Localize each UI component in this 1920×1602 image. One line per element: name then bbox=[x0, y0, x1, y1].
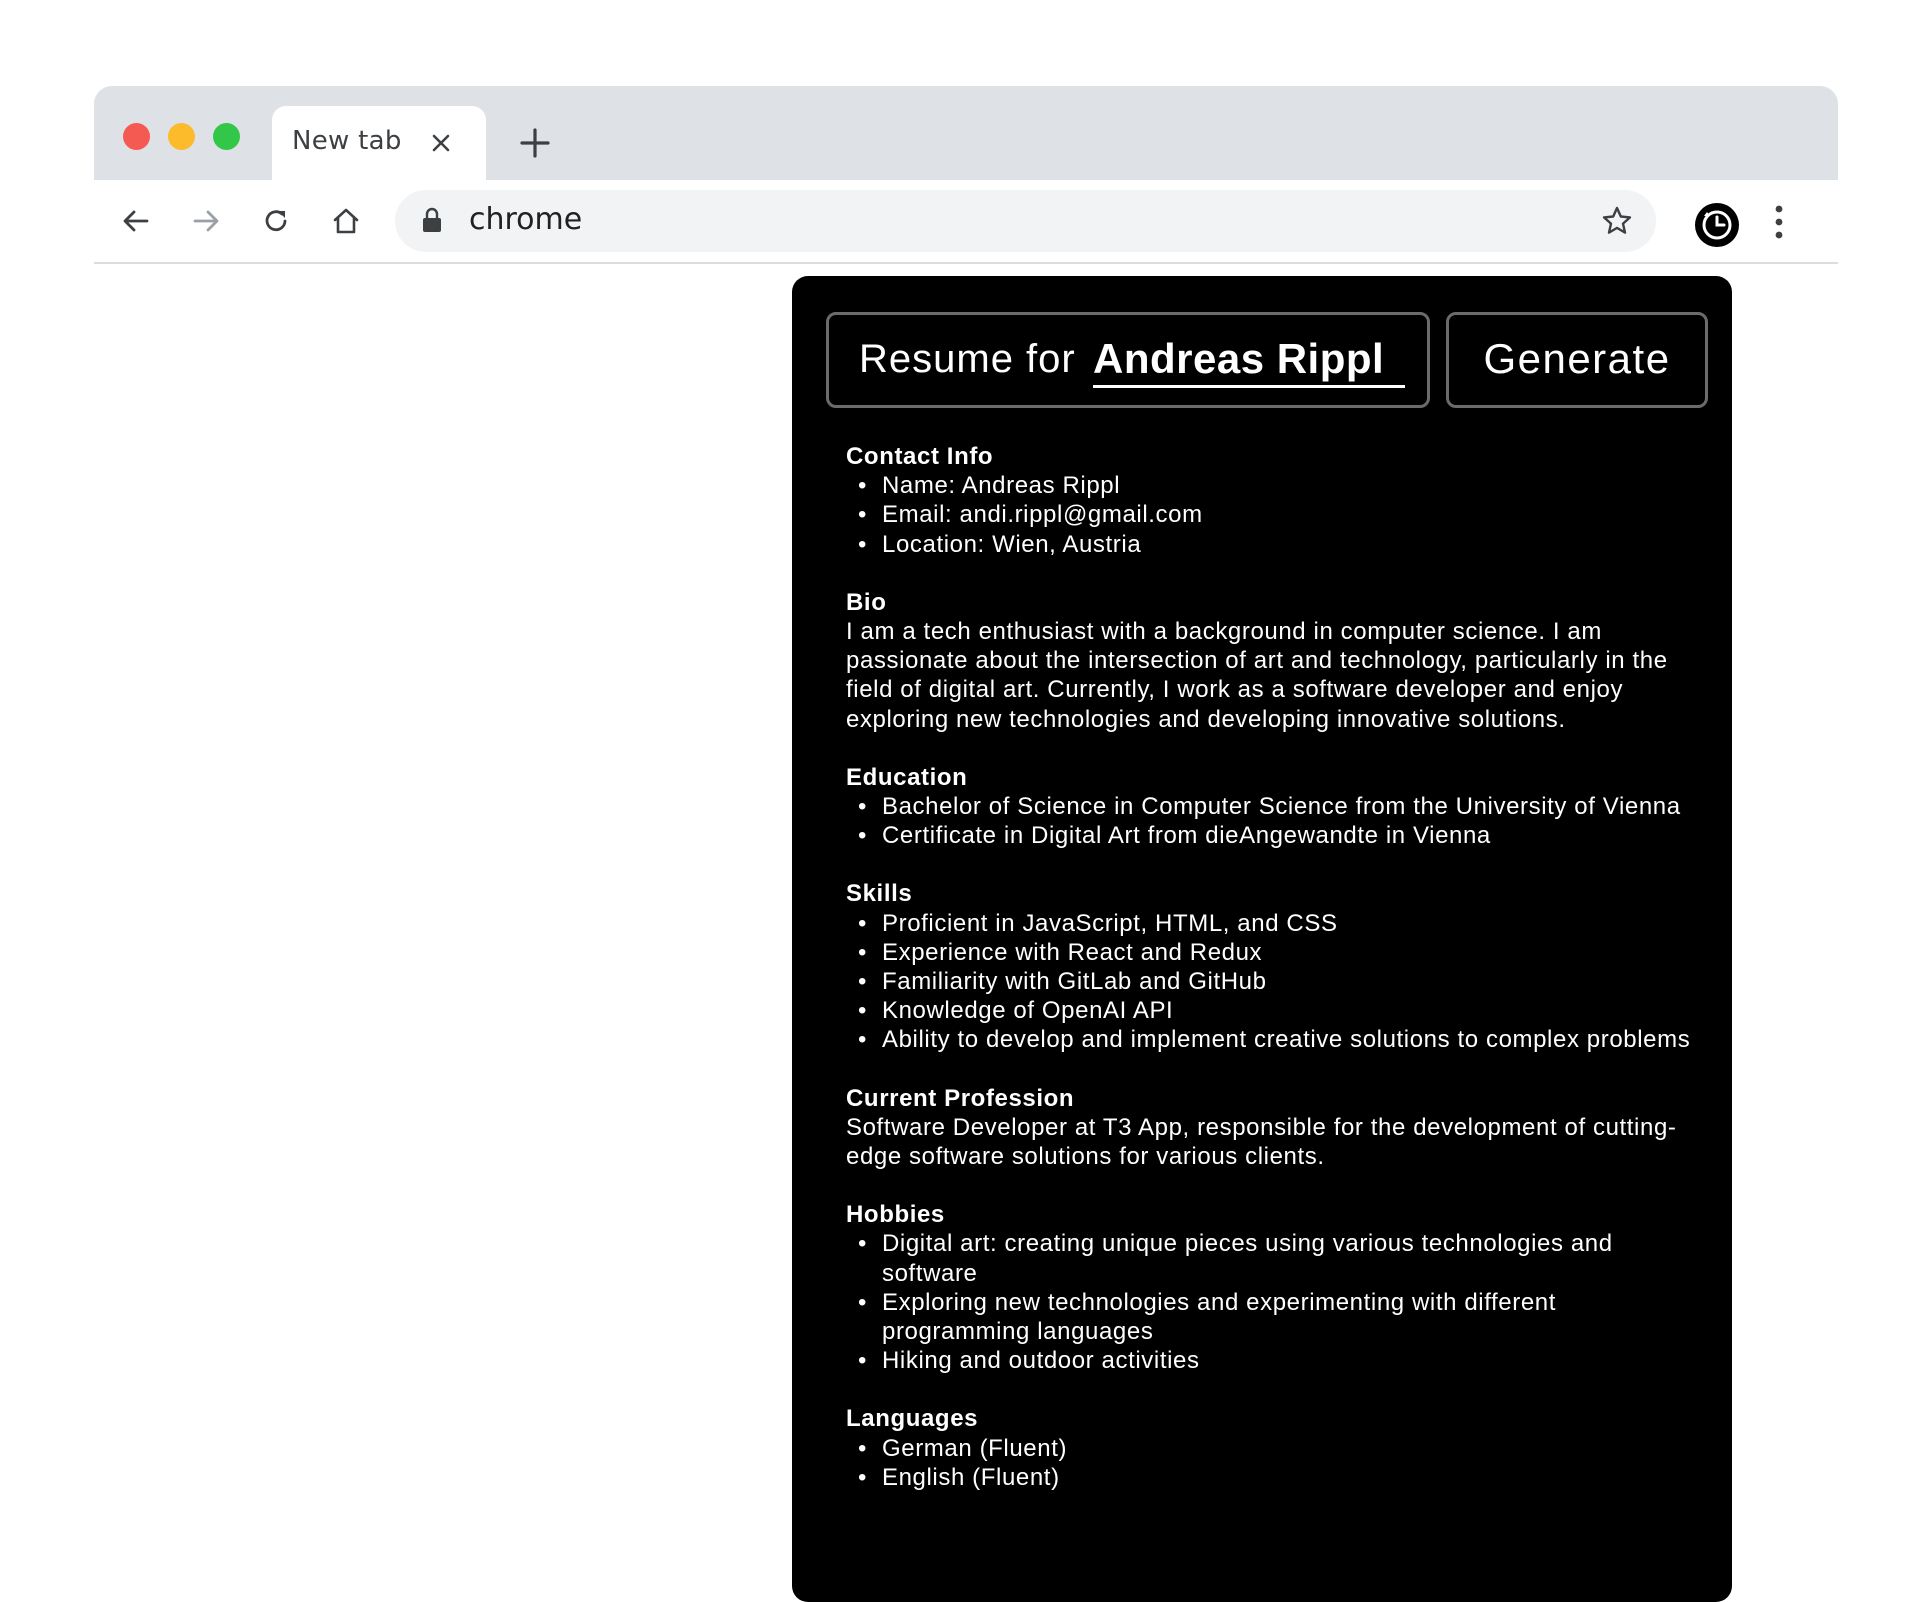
list-item-text: Bachelor of Science in Computer Science from the University of Vienna bbox=[882, 793, 1681, 821]
list-item-text: German (Fluent) bbox=[882, 1434, 1068, 1462]
bullet-glyph: • bbox=[858, 501, 868, 529]
education-section bbox=[846, 763, 1696, 851]
profession-text: Software Developer at T3 App, responsible for the development of cutting-edge software solutions for various clients. bbox=[846, 1113, 1677, 1171]
profile-avatar-icon[interactable] bbox=[1694, 202, 1740, 248]
list-item bbox=[846, 967, 1696, 996]
section-heading: Languages bbox=[846, 1405, 979, 1433]
skills-list bbox=[846, 909, 1696, 1055]
section-heading: Skills bbox=[846, 880, 913, 908]
lock-icon[interactable] bbox=[421, 207, 443, 233]
tab-title: New tab bbox=[292, 126, 402, 156]
bullet-glyph: • bbox=[858, 793, 868, 821]
list-item bbox=[846, 909, 1696, 938]
section-heading: Current Profession bbox=[846, 1084, 1075, 1112]
list-item-text: Exploring new technologies and experimenting with different programming languages bbox=[882, 1288, 1557, 1346]
list-item-text: Experience with React and Redux bbox=[882, 938, 1263, 966]
bullet-glyph: • bbox=[858, 822, 868, 850]
languages-list bbox=[846, 1434, 1696, 1492]
bullet-glyph: • bbox=[858, 472, 868, 500]
minimize-window-button[interactable] bbox=[168, 123, 195, 150]
generate-button[interactable]: Generate bbox=[1446, 312, 1708, 408]
list-item bbox=[846, 530, 1696, 559]
contact-list bbox=[846, 471, 1696, 559]
more-menu-icon[interactable] bbox=[1774, 204, 1784, 240]
list-item bbox=[846, 821, 1696, 850]
bullet-glyph: • bbox=[858, 909, 868, 937]
hobbies-list bbox=[846, 1229, 1696, 1375]
section-heading: Hobbies bbox=[846, 1201, 945, 1229]
contact-section bbox=[846, 442, 1696, 559]
bullet-glyph: • bbox=[858, 1347, 868, 1375]
list-item-text: Location: Wien, Austria bbox=[882, 530, 1142, 558]
bullet-glyph: • bbox=[858, 530, 868, 558]
list-item bbox=[846, 500, 1696, 529]
list-item-text: Certificate in Digital Art from dieAngewandte in Vienna bbox=[882, 822, 1491, 850]
name-input[interactable]: Andreas Rippl bbox=[1093, 335, 1405, 388]
education-list bbox=[846, 792, 1696, 850]
zoom-window-button[interactable] bbox=[213, 123, 240, 150]
section-heading: Contact Info bbox=[846, 443, 994, 470]
list-item bbox=[846, 1434, 1696, 1463]
list-item-text: Email: andi.rippl@gmail.com bbox=[882, 501, 1203, 529]
resume-panel bbox=[792, 276, 1732, 1602]
skills-section bbox=[846, 879, 1696, 1054]
hobbies-section bbox=[846, 1200, 1696, 1375]
bio-section bbox=[846, 588, 1696, 734]
prompt-prefix-label: Resume for bbox=[859, 337, 1076, 381]
tab-new-tab[interactable] bbox=[272, 106, 486, 180]
address-bar[interactable] bbox=[395, 190, 1656, 252]
close-icon[interactable] bbox=[428, 130, 454, 156]
bullet-glyph: • bbox=[858, 1463, 868, 1491]
list-item-text: Hiking and outdoor activities bbox=[882, 1347, 1200, 1375]
profession-section bbox=[846, 1084, 1696, 1172]
reload-icon[interactable] bbox=[260, 205, 292, 237]
list-item-text: Ability to develop and implement creative solutions to complex problems bbox=[882, 1026, 1691, 1054]
list-item bbox=[846, 1288, 1696, 1346]
back-arrow-icon[interactable] bbox=[120, 205, 152, 237]
bio-text: I am a tech enthusiast with a background in computer science. I am passionate about the intersection of art and technology, particularly in the field of digital art. Currently, I work as a software developer and enjoy exploring new technologies and developing innovative solutions. bbox=[846, 618, 1668, 733]
list-item bbox=[846, 792, 1696, 821]
forward-arrow-icon[interactable] bbox=[190, 205, 222, 237]
tab-strip bbox=[94, 86, 1838, 180]
list-item-text: Proficient in JavaScript, HTML, and CSS bbox=[882, 909, 1338, 937]
prompt-input[interactable] bbox=[826, 312, 1430, 408]
bullet-glyph: • bbox=[858, 997, 868, 1025]
list-item-text: Digital art: creating unique pieces using various technologies and software bbox=[882, 1230, 1613, 1287]
bookmark-star-icon[interactable] bbox=[1601, 205, 1633, 237]
list-item-text: Name: Andreas Rippl bbox=[882, 472, 1121, 500]
list-item-text: Familiarity with GitLab and GitHub bbox=[882, 968, 1267, 996]
list-item bbox=[846, 938, 1696, 967]
list-item-text: Knowledge of OpenAI API bbox=[882, 997, 1174, 1025]
section-heading: Bio bbox=[846, 588, 887, 616]
list-item bbox=[846, 471, 1696, 500]
resume-content bbox=[846, 442, 1696, 1521]
url-text[interactable]: chrome bbox=[469, 202, 583, 237]
bullet-glyph: • bbox=[858, 1434, 868, 1462]
bullet-glyph: • bbox=[858, 1288, 868, 1316]
list-item bbox=[846, 1463, 1696, 1492]
bullet-glyph: • bbox=[858, 938, 868, 966]
bullet-glyph: • bbox=[858, 968, 868, 996]
close-window-button[interactable] bbox=[123, 123, 150, 150]
list-item bbox=[846, 1346, 1696, 1375]
bullet-glyph: • bbox=[858, 1026, 868, 1054]
section-heading: Education bbox=[846, 763, 968, 791]
list-item bbox=[846, 1025, 1696, 1054]
bullet-glyph: • bbox=[858, 1230, 868, 1258]
languages-section bbox=[846, 1404, 1696, 1492]
list-item-text: English (Fluent) bbox=[882, 1463, 1060, 1491]
list-item bbox=[846, 996, 1696, 1025]
home-icon[interactable] bbox=[330, 205, 362, 237]
plus-icon[interactable] bbox=[518, 126, 552, 160]
list-item bbox=[846, 1229, 1696, 1287]
browser-toolbar bbox=[94, 180, 1838, 264]
